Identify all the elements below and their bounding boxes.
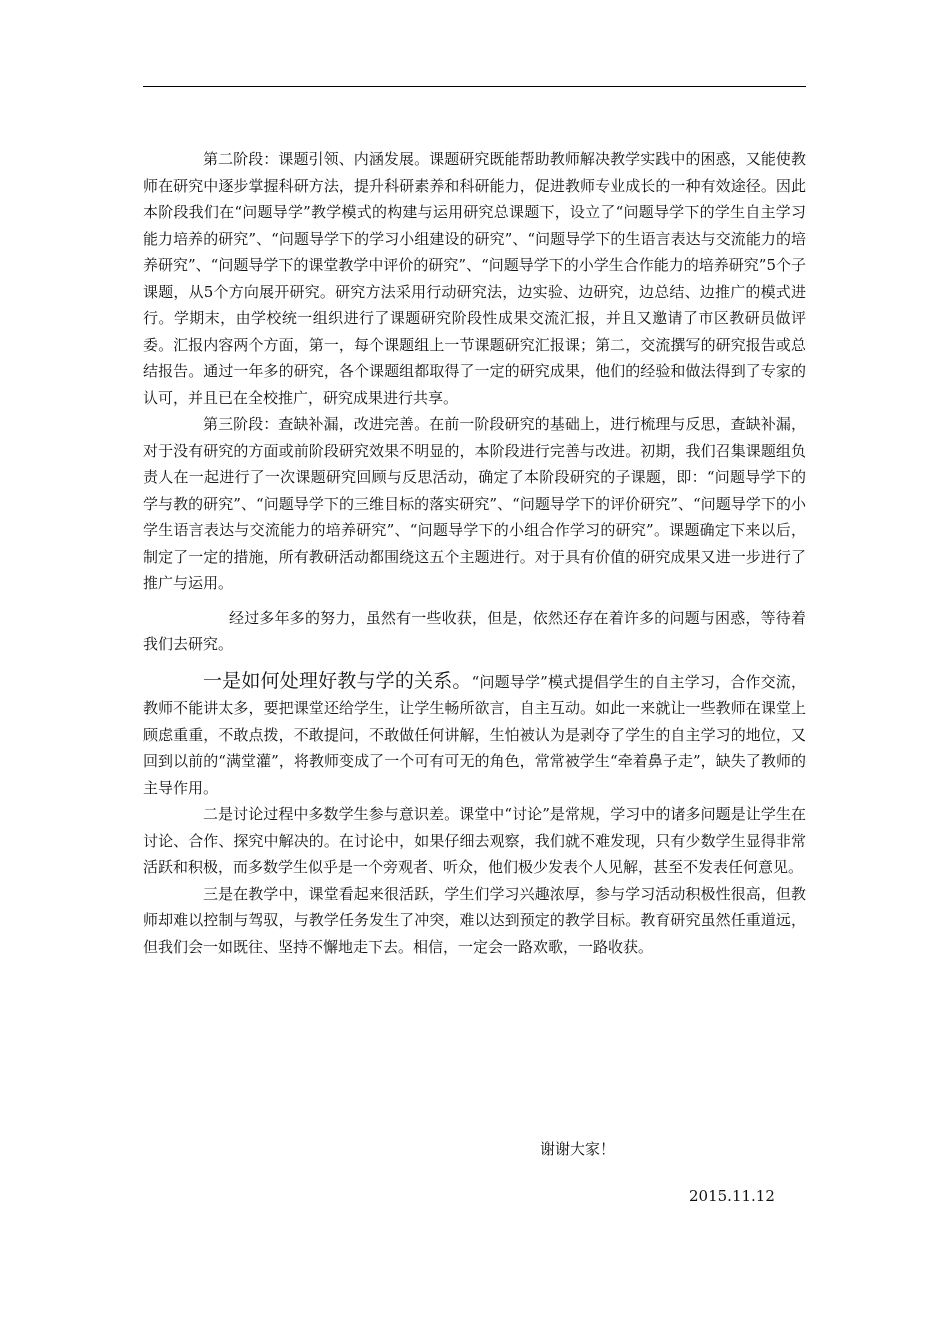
header-rule	[143, 86, 806, 87]
closing-thanks: 谢谢大家！	[540, 1140, 616, 1158]
paragraph-problem-one	[143, 668, 806, 802]
paragraph-summary: 经过多年多的努力，虽然有一些收获，但是，依然还存在着许多的问题与困惑，等待着我们去研究。	[143, 608, 806, 653]
document-body	[143, 146, 806, 960]
problem-one-body: “问题导学”模式提倡学生的自主学习，合作交流，教师不能讲太多，要把课堂还给学生，让学生畅所欲言，自主互动。如此一来就让一些教师在课堂上顾虑重重，不敢点拨，不敢提问，不敢做任何讲解，生怕被认为是剥夺了学生的自主学习的地位，又回到以前的“满堂灌”，将教师变成了一个可有可无的角色，常常被学生“牵着鼻子走”，缺失了教师的主导作用。	[143, 672, 806, 797]
paragraph-problem-two: 二是讨论过程中多数学生参与意识差。课堂中“讨论”是常规，学习中的诸多问题是让学生在讨论、合作、探究中解决的。在讨论中，如果仔细去观察，我们就不难发现，只有少数学生显得非常活跃和积极，而多数学生似乎是一个旁观者、听众，他们极少发表个人见解，甚至不发表任何意见。	[143, 805, 806, 876]
paragraph-problem-three: 三是在教学中，课堂看起来很活跃，学生们学习兴趣浓厚，参与学习活动积极性很高，但教师却难以控制与驾驭，与教学任务发生了冲突，难以达到预定的教学目标。教育研究虽然任重道远，但我们会一如既往、坚持不懈地走下去。相信，一定会一路欢歌，一路收获。	[143, 884, 806, 956]
paragraph-stage-three: 第三阶段：查缺补漏，改进完善。在前一阶段研究的基础上，进行梳理与反思，查缺补漏，对于没有研究的方面或前阶段研究效果不明显的，本阶段进行完善与改进。初期，我们召集课题组负责人在一起进行了一次课题研究回顾与反思活动，确定了本阶段研究的子课题，即：“问题导学下的学与教的研究”、“问题导学下的三维目标的落实研究”、“问题导学下的评价研究”、“问题导学下的小学生语言表达与交流能力的培养研究”、“问题导学下的小组合作学习的研究”。课题确定下来以后，制定了一定的措施，所有教研活动都围绕这五个主题进行。对于具有价值的研究成果又进一步进行了推广与运用。	[143, 415, 806, 592]
paragraph-stage-two: 第二阶段：课题引领、内涵发展。课题研究既能帮助教师解决教学实践中的困惑，又能使教师在研究中逐步掌握科研方法，提升科研素养和科研能力，促进教师专业成长的一种有效途径。因此本阶段我们在“问题导学”教学模式的构建与运用研究总课题下，设立了“问题导学下的学生自主学习能力培养的研究”、“问题导学下的学习小组建设的研究”、“问题导学下的生语言表达与交流能力的培养研究”、“问题导学下的课堂教学中评价的研究”、“问题导学下的小学生合作能力的培养研究”5个子课题，从5个方向展开研究。研究方法采用行动研究法，边实验、边研究，边总结、边推广的模式进行。学期末，由学校统一组织进行了课题研究阶段性成果交流汇报，并且又邀请了市区教研员做评委。汇报内容两个方面，第一，每个课题组上一节课题研究汇报课；第二，交流撰写的研究报告或总结报告。通过一年多的研究，各个课题组都取得了一定的研究成果，他们的经验和做法得到了专家的认可，并且已在全校推广，研究成果进行共享。	[143, 150, 806, 407]
closing-date: 2015.11.12	[689, 1187, 775, 1205]
problem-one-lead: 一是如何处理好教与学的关系。	[203, 669, 472, 692]
